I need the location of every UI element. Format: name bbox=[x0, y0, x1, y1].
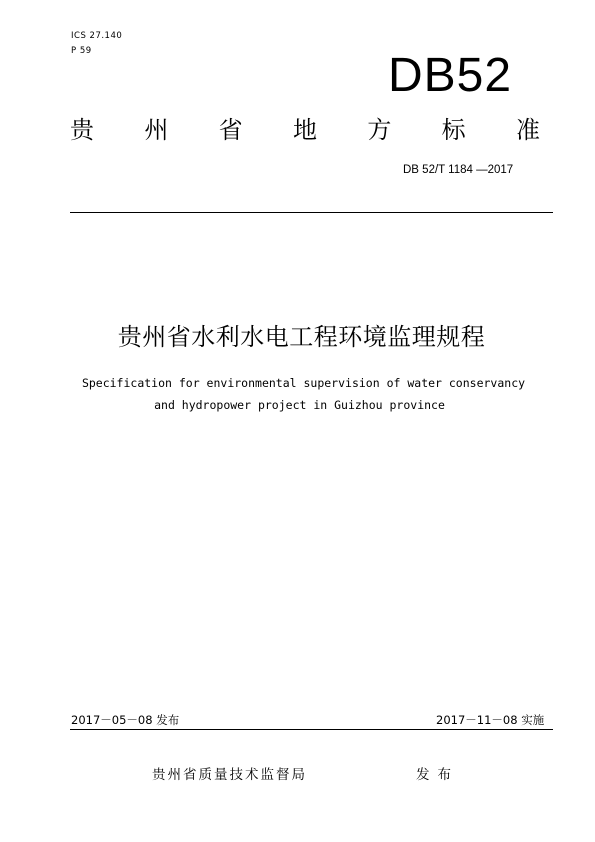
ics-code: ICS 27.140 bbox=[71, 31, 123, 41]
standard-type bbox=[70, 114, 540, 146]
issue-date: 2017－05－08 发布 bbox=[71, 713, 180, 727]
implementation-date: 2017－11－08 实施 bbox=[436, 713, 545, 727]
ccs-code: P 59 bbox=[71, 46, 92, 56]
standard-type-char: 地 bbox=[292, 116, 317, 144]
standard-type-char: 贵 bbox=[70, 116, 94, 144]
standard-type-char: 省 bbox=[218, 116, 243, 144]
issuing-authority: 贵州省质量技术监督局 bbox=[152, 767, 307, 783]
title-english-line1: Specification for environmental supervision of water conservancy bbox=[81, 376, 526, 390]
footer-divider bbox=[70, 729, 553, 730]
title-chinese: 贵州省水利水电工程环境监理规程 bbox=[117, 323, 486, 351]
standard-number: DB 52/T 1184 —2017 bbox=[403, 164, 514, 176]
issue-word: 发布 bbox=[416, 767, 459, 783]
standard-type-char: 标 bbox=[441, 116, 466, 144]
title-english-line2: and hydropower project in Guizhou province bbox=[154, 398, 445, 412]
standard-code: DB52 bbox=[388, 49, 513, 102]
standard-type-char: 方 bbox=[367, 116, 392, 144]
standard-type-char: 州 bbox=[144, 116, 169, 144]
header-divider bbox=[70, 212, 553, 213]
standard-type-char: 准 bbox=[515, 116, 540, 144]
